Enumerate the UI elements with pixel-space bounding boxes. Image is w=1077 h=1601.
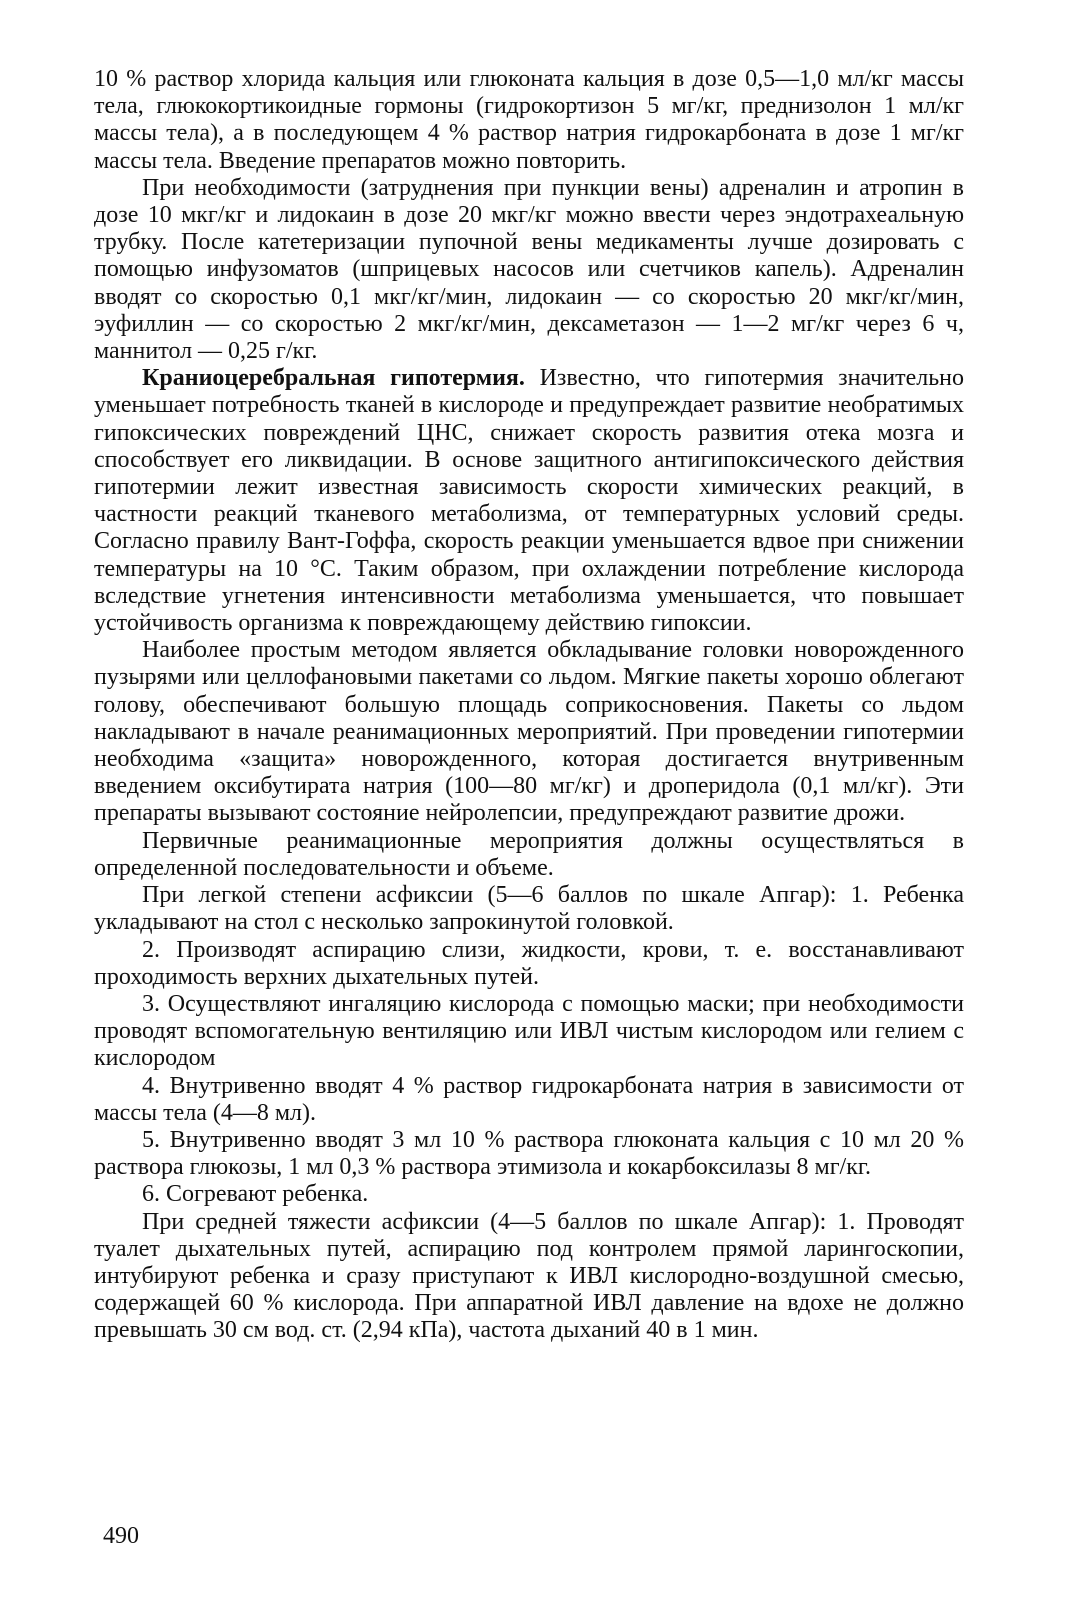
paragraph-7: 2. Производят аспирацию слизи, жидкости, крови, т. е. восстанавливают проходимость верхних дыхательных путей. bbox=[94, 936, 964, 990]
paragraph-1: 10 % раствор хлорида кальция или глюконата кальция в дозе 0,5—1,0 мл/кг массы тела, глюкокортикоидные гормоны (гидрокортизон 5 мг/кг, преднизолон 1 мл/кг массы тела), а в последующем 4 % раствор натрия гидрокарбоната в дозе 1 мг/кг массы тела. Введение препаратов можно повторить. bbox=[94, 66, 964, 174]
paragraph-9: 4. Внутривенно вводят 4 % раствор гидрокарбоната натрия в зависимости от массы тела (4—8 мл). bbox=[94, 1072, 964, 1126]
paragraph-5: Первичные реанимационные мероприятия должны осуществляться в определенной последовательности и объеме. bbox=[94, 827, 964, 881]
paragraph-2: При необходимости (затруднения при пункции вены) адреналин и атропин в дозе 10 мкг/кг и лидокаин в дозе 20 мкг/кг можно ввести через эндотрахеальную трубку. После катетеризации пупочной вены медикаменты лучше дозировать с помощью инфузоматов (шприцевых насосов или счетчиков капель). Адреналин вводят со скоростью 0,1 мкг/кг/мин, лидокаин — со скоростью 20 мкг/кг/мин, эуфиллин — со скоростью 2 мкг/кг/мин, дексаметазон — 1—2 мг/кг через 6 ч, маннитол — 0,25 г/кг. bbox=[94, 174, 964, 365]
paragraph-10: 5. Внутривенно вводят 3 мл 10 % раствора глюконата кальция с 10 мл 20 % раствора глюкозы, 1 мл 0,3 % раствора этимизола и кокарбоксилазы 8 мг/кг. bbox=[94, 1126, 964, 1181]
paragraph-12: При средней тяжести асфиксии (4—5 баллов по шкале Апгар): 1. Проводят туалет дыхательных путей, аспирацию под контролем прямой ларингоскопии, интубируют ребенка и сразу приступают к ИВЛ кислородно-воздушной смесью, содержащей 60 % кислорода. При аппаратной ИВЛ давление на вдохе не должно превышать 30 см вод. ст. (2,94 кПа), частота дыханий 40 в 1 мин. bbox=[94, 1208, 964, 1344]
section-heading: Краниоцеребральная гипотермия. bbox=[142, 365, 525, 392]
paragraph-3-text: Известно, что гипотермия значительно уменьшает потребность тканей в кислороде и предупреждает развитие необратимых гипоксических повреждений ЦНС, снижает скорость развития отека мозга и способствует его ликвидации. В основе защитного антигипоксического действия гипотермии лежит известная зависимость скорости химических реакций, в частности реакций тканевого метаболизма, от температурных условий среды. Согласно правилу Вант-Гоффа, скорость реакции уменьшается вдвое при снижении температуры на 10 °С. Таким образом, при охлаждении потребление кислорода вследствие угнетения интенсивности метаболизма уменьшается, что повышает устойчивость организма к повреждающему действию гипоксии. bbox=[94, 365, 964, 637]
page-number: 490 bbox=[103, 1523, 139, 1549]
paragraph-6: При легкой степени асфиксии (5—6 баллов по шкале Апгар): 1. Ребенка укладывают на стол с несколько запрокинутой головкой. bbox=[94, 882, 964, 936]
paragraph-4: Наиболее простым методом является обкладывание головки новорожденного пузырями или целлофановыми пакетами со льдом. Мягкие пакеты хорошо облегают голову, обеспечивают большую площадь соприкосновения. Пакеты со льдом накладывают в начале реанимационных мероприятий. При проведении гипотермии необходима «защита» новорожденного, которая достигается внутривенным введением оксибутирата натрия (100—80 мг/кг) и дроперидола (0,1 мл/кг). Эти препараты вызывают состояние нейролепсии, предупреждают развитие дрожи. bbox=[94, 637, 964, 827]
paragraph-3 bbox=[94, 365, 964, 637]
paragraph-11: 6. Согревают ребенка. bbox=[142, 1181, 369, 1208]
paragraph-8: 3. Осуществляют ингаляцию кислорода с помощью маски; при необходимости проводят вспомогательную вентиляцию или ИВЛ чистым кислородом или гелием с кислородом bbox=[94, 990, 964, 1072]
page-body bbox=[94, 66, 964, 1345]
